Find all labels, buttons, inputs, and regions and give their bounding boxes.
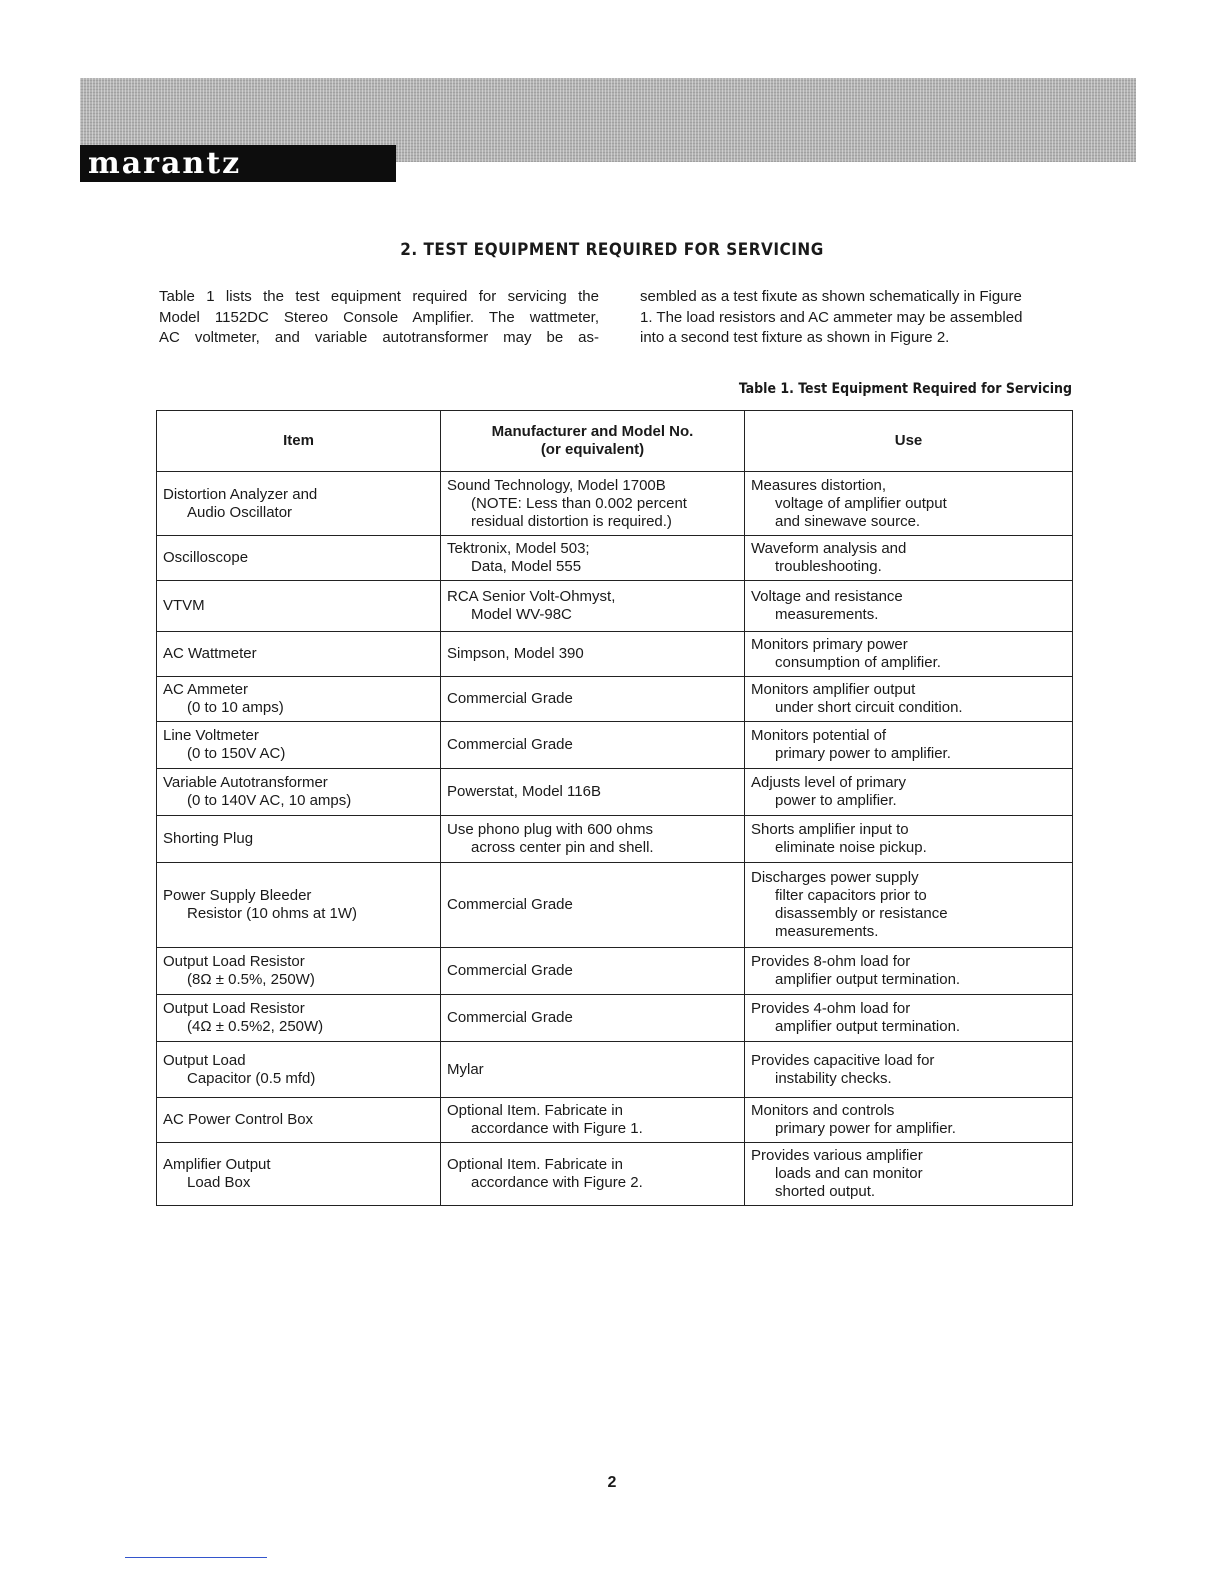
cell-line: Adjusts level of primary bbox=[751, 774, 907, 791]
header-use: Use bbox=[745, 411, 1073, 472]
cell-line: Tektronix, Model 503; bbox=[447, 540, 590, 557]
cell-line: amplifier output termination. bbox=[775, 971, 961, 988]
item-cell bbox=[157, 1098, 441, 1143]
cell-line: voltage of amplifier output bbox=[775, 494, 947, 512]
cell-line: Power Supply Bleeder bbox=[163, 887, 312, 904]
cell-line: Use phono plug with 600 ohms bbox=[447, 821, 653, 838]
use-cell bbox=[745, 948, 1073, 995]
cell-line: Commercial Grade bbox=[447, 896, 573, 913]
table-row bbox=[157, 863, 1073, 948]
header-manufacturer bbox=[441, 411, 745, 472]
table-row bbox=[157, 1143, 1073, 1206]
cell-line: Line Voltmeter bbox=[163, 727, 259, 744]
cell-line: AC Ammeter bbox=[163, 681, 249, 698]
cell-line: Monitors potential of bbox=[751, 727, 887, 744]
item-cell bbox=[157, 948, 441, 995]
use-cell bbox=[745, 722, 1073, 769]
item-cell bbox=[157, 769, 441, 816]
manufacturer-cell bbox=[441, 677, 745, 722]
cell-line: shorted output. bbox=[775, 1183, 876, 1200]
cell-line: power to amplifier. bbox=[775, 792, 897, 809]
cell-line: Commercial Grade bbox=[447, 736, 573, 753]
intro-line: sembled as a test fixute as shown schematically in Figure bbox=[640, 288, 1022, 305]
use-cell bbox=[745, 1042, 1073, 1098]
use-cell bbox=[745, 632, 1073, 677]
header-line: (or equivalent) bbox=[540, 441, 645, 458]
cell-line: Monitors amplifier output bbox=[751, 681, 916, 698]
cell-line: Optional Item. Fabricate in bbox=[447, 1102, 623, 1119]
manufacturer-cell bbox=[441, 1143, 745, 1206]
cell-line: amplifier output termination. bbox=[775, 1018, 961, 1035]
use-cell bbox=[745, 581, 1073, 632]
cell-line: Data, Model 555 bbox=[471, 558, 582, 575]
intro-paragraph-right bbox=[640, 287, 1070, 349]
cell-line: and sinewave source. bbox=[775, 512, 921, 530]
cell-line: (0 to 140V AC, 10 amps) bbox=[187, 792, 352, 809]
cell-line: AC Power Control Box bbox=[163, 1111, 314, 1128]
manufacturer-cell bbox=[441, 722, 745, 769]
cell-line: Provides capacitive load for bbox=[751, 1051, 935, 1069]
cell-line: Shorts amplifier input to bbox=[751, 821, 909, 838]
cell-line: Waveform analysis and bbox=[751, 540, 907, 557]
cell-line: Commercial Grade bbox=[447, 690, 573, 707]
cell-line: (0 to 10 amps) bbox=[187, 699, 284, 716]
table-row bbox=[157, 472, 1073, 536]
header-item: Item bbox=[157, 411, 441, 472]
cell-line: under short circuit condition. bbox=[775, 699, 963, 716]
cell-line: (4Ω ± 0.5%2, 250W) bbox=[187, 1018, 324, 1035]
cell-line: instability checks. bbox=[775, 1069, 892, 1087]
cell-line: Mylar bbox=[447, 1060, 484, 1078]
intro-line: AC voltmeter, and variable autotransformer may be as- bbox=[159, 329, 599, 346]
manufacturer-cell bbox=[441, 769, 745, 816]
cell-line: Oscilloscope bbox=[163, 549, 249, 566]
item-cell bbox=[157, 581, 441, 632]
cell-line: VTVM bbox=[163, 597, 205, 614]
section-title: 2. TEST EQUIPMENT REQUIRED FOR SERVICING bbox=[400, 240, 824, 260]
item-cell bbox=[157, 472, 441, 536]
cell-line: measurements. bbox=[775, 923, 879, 940]
cell-line: Output Load bbox=[163, 1051, 246, 1069]
footer-rule bbox=[125, 1557, 267, 1558]
cell-line: Provides 4-ohm load for bbox=[751, 1000, 911, 1017]
table-row bbox=[157, 1098, 1073, 1143]
item-cell bbox=[157, 1143, 441, 1206]
cell-line: Amplifier Output bbox=[163, 1156, 271, 1173]
table-caption: Table 1. Test Equipment Required for Servicing bbox=[738, 381, 1072, 397]
cell-line: Output Load Resistor bbox=[163, 1000, 305, 1017]
manufacturer-cell bbox=[441, 472, 745, 536]
cell-line: Distortion Analyzer and bbox=[163, 485, 318, 503]
use-cell bbox=[745, 995, 1073, 1042]
cell-line: AC Wattmeter bbox=[163, 645, 257, 662]
cell-line: residual distortion is required.) bbox=[471, 512, 672, 530]
cell-line: Optional Item. Fabricate in bbox=[447, 1156, 623, 1173]
table-row bbox=[157, 536, 1073, 581]
cell-line: primary power to amplifier. bbox=[775, 745, 951, 762]
table-header-row bbox=[157, 411, 1073, 472]
table-row bbox=[157, 722, 1073, 769]
cell-line: Commercial Grade bbox=[447, 962, 573, 979]
manufacturer-cell bbox=[441, 863, 745, 948]
item-cell bbox=[157, 863, 441, 948]
cell-line: consumption of amplifier. bbox=[775, 654, 941, 671]
cell-line: Output Load Resistor bbox=[163, 953, 305, 970]
item-cell bbox=[157, 632, 441, 677]
cell-line: accordance with Figure 2. bbox=[471, 1174, 643, 1191]
page-number: 2 bbox=[607, 1474, 617, 1491]
cell-line: measurements. bbox=[775, 606, 879, 623]
use-cell bbox=[745, 1098, 1073, 1143]
cell-line: Commercial Grade bbox=[447, 1009, 573, 1026]
manufacturer-cell bbox=[441, 632, 745, 677]
cell-line: Discharges power supply bbox=[751, 869, 919, 886]
cell-line: RCA Senior Volt-Ohmyst, bbox=[447, 588, 616, 605]
manufacturer-cell bbox=[441, 581, 745, 632]
item-cell bbox=[157, 1042, 441, 1098]
use-cell bbox=[745, 472, 1073, 536]
cell-line: Provides various amplifier bbox=[751, 1147, 923, 1164]
table-row bbox=[157, 995, 1073, 1042]
cell-line: Audio Oscillator bbox=[187, 503, 293, 521]
cell-line: Monitors primary power bbox=[751, 636, 908, 653]
cell-line: Sound Technology, Model 1700B bbox=[447, 476, 666, 494]
item-cell bbox=[157, 816, 441, 863]
intro-line: into a second test fixture as shown in Figure 2. bbox=[640, 329, 950, 346]
cell-line: primary power for amplifier. bbox=[775, 1120, 956, 1137]
brand-logo: marantz bbox=[80, 145, 396, 182]
item-cell bbox=[157, 722, 441, 769]
table-row bbox=[157, 581, 1073, 632]
use-cell bbox=[745, 816, 1073, 863]
intro-line: 1. The load resistors and AC ammeter may be assembled bbox=[640, 308, 1023, 326]
item-cell bbox=[157, 677, 441, 722]
manufacturer-cell bbox=[441, 995, 745, 1042]
cell-line: Resistor (10 ohms at 1W) bbox=[187, 905, 358, 922]
cell-line: Capacitor (0.5 mfd) bbox=[187, 1069, 316, 1087]
test-equipment-table bbox=[156, 410, 1073, 1206]
manufacturer-cell bbox=[441, 1098, 745, 1143]
cell-line: Variable Autotransformer bbox=[163, 774, 328, 791]
cell-line: (8Ω ± 0.5%, 250W) bbox=[187, 971, 315, 988]
table-row bbox=[157, 816, 1073, 863]
table-row bbox=[157, 632, 1073, 677]
cell-line: Powerstat, Model 116B bbox=[447, 783, 601, 800]
cell-line: eliminate noise pickup. bbox=[775, 839, 927, 856]
cell-line: Simpson, Model 390 bbox=[447, 645, 584, 662]
cell-line: Measures distortion, bbox=[751, 476, 887, 494]
intro-line: Table 1 lists the test equipment required for servicing the bbox=[159, 288, 599, 305]
manufacturer-cell bbox=[441, 948, 745, 995]
manufacturer-cell bbox=[441, 1042, 745, 1098]
cell-line: troubleshooting. bbox=[775, 558, 882, 575]
intro-paragraph-left bbox=[159, 287, 599, 349]
intro-line: Model 1152DC Stereo Console Amplifier. The wattmeter, bbox=[159, 308, 599, 326]
cell-line: Provides 8-ohm load for bbox=[751, 953, 911, 970]
cell-line: (NOTE: Less than 0.002 percent bbox=[471, 494, 687, 512]
cell-line: (0 to 150V AC) bbox=[187, 745, 286, 762]
table-row bbox=[157, 948, 1073, 995]
use-cell bbox=[745, 769, 1073, 816]
table-row bbox=[157, 769, 1073, 816]
cell-line: Shorting Plug bbox=[163, 830, 254, 847]
cell-line: accordance with Figure 1. bbox=[471, 1120, 643, 1137]
cell-line: Load Box bbox=[187, 1174, 251, 1191]
cell-line: disassembly or resistance bbox=[775, 905, 948, 922]
cell-line: across center pin and shell. bbox=[471, 839, 654, 856]
table-row bbox=[157, 677, 1073, 722]
cell-line: Monitors and controls bbox=[751, 1102, 895, 1119]
cell-line: loads and can monitor bbox=[775, 1165, 923, 1182]
cell-line: Model WV-98C bbox=[471, 606, 572, 623]
manufacturer-cell bbox=[441, 536, 745, 581]
item-cell bbox=[157, 995, 441, 1042]
header-line: Manufacturer and Model No. bbox=[491, 423, 694, 440]
cell-line: filter capacitors prior to bbox=[775, 887, 927, 904]
use-cell bbox=[745, 536, 1073, 581]
item-cell bbox=[157, 536, 441, 581]
manufacturer-cell bbox=[441, 816, 745, 863]
use-cell bbox=[745, 1143, 1073, 1206]
table-row bbox=[157, 1042, 1073, 1098]
use-cell bbox=[745, 677, 1073, 722]
use-cell bbox=[745, 863, 1073, 948]
cell-line: Voltage and resistance bbox=[751, 588, 903, 605]
